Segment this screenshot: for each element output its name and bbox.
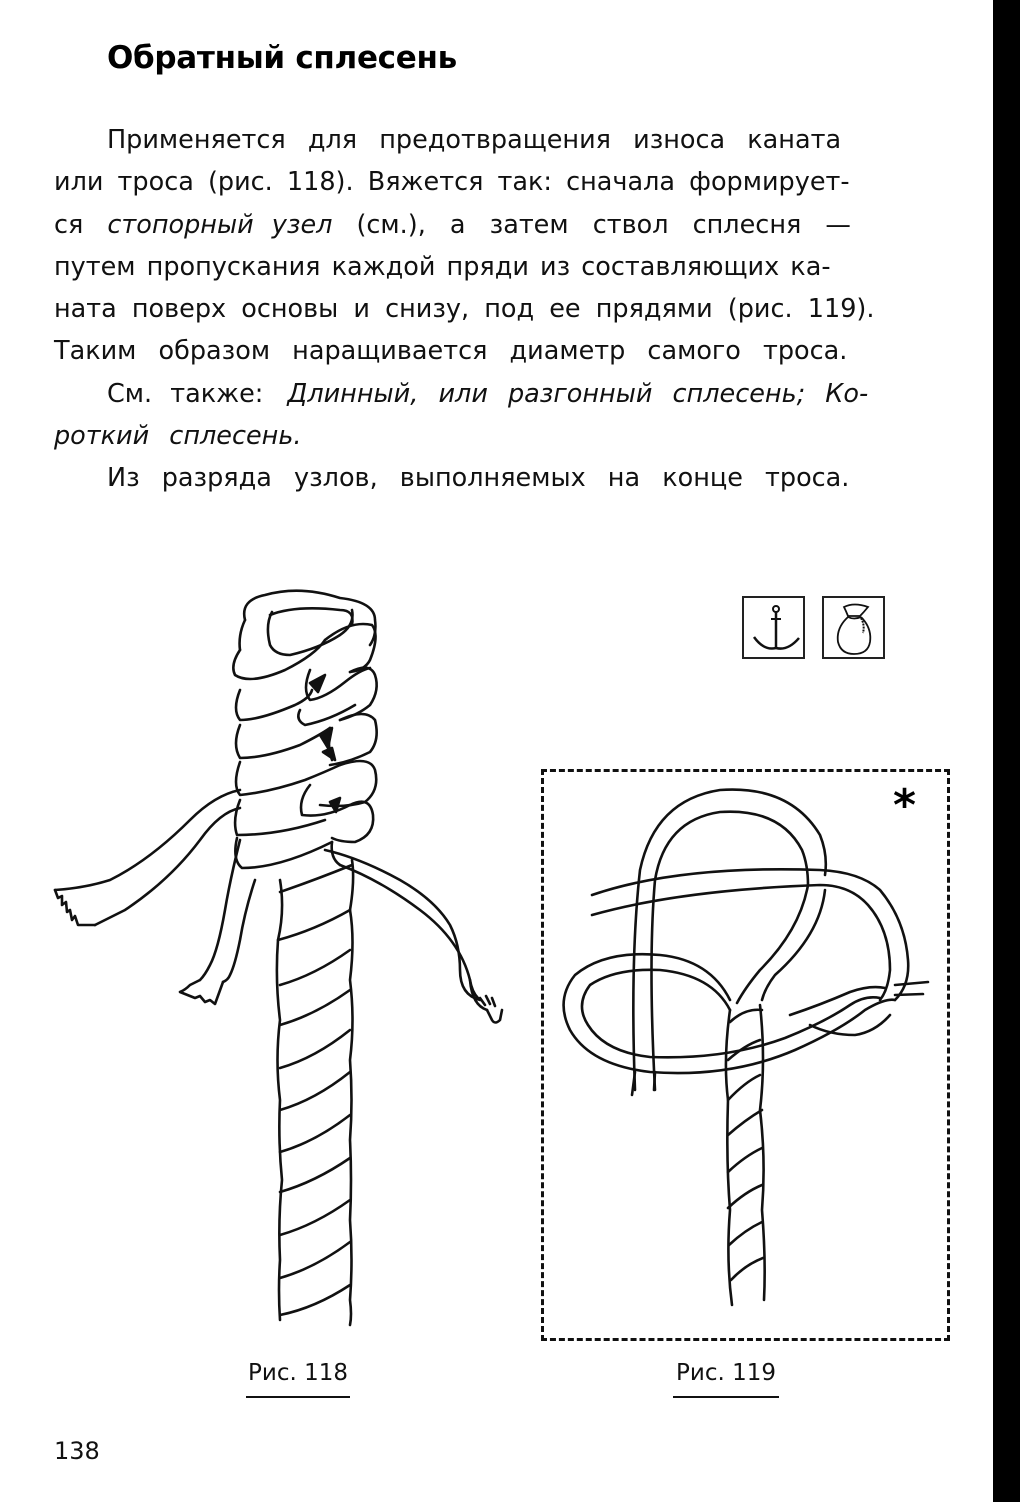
text-line: Из разряда узлов, выполняемых на конце троса. (107, 463, 850, 494)
see-also-link[interactable]: Длинный, или разгонный сплесень; Ко- (287, 378, 869, 409)
bag-icon-box (822, 596, 885, 659)
see-also-link-continued[interactable]: роткий сплесень. (54, 421, 302, 452)
article-body (54, 119, 954, 500)
caption-underline (246, 1396, 350, 1398)
text-line: или троса (рис. 118). Вяжется так: сначала формирует- (54, 167, 850, 198)
anchor-icon (744, 598, 803, 657)
figure-119-illustration (530, 760, 960, 1350)
anchor-icon-box (742, 596, 805, 659)
bag-icon (824, 598, 883, 657)
page-edge-scan-border (993, 0, 1020, 1502)
text-line: ся стопорный узел (см.), а затем ствол сплесня — (54, 204, 954, 246)
figure-118-illustration (40, 580, 520, 1340)
caption-underline (673, 1396, 779, 1398)
advanced-marker-asterisk: * (893, 780, 917, 831)
text-line: Применяется для предотвращения износа каната (107, 125, 842, 155)
text-line (54, 415, 954, 457)
figure-119-caption: Рис. 119 (673, 1360, 779, 1398)
page-title: Обратный сплесень (107, 40, 457, 76)
text-line: ната поверх основы и снизу, под ее прядями (рис. 119). (54, 294, 875, 325)
text-line: См. также: Длинный, или разгонный сплесень; Ко- (54, 373, 954, 415)
page-number: 138 (54, 1437, 100, 1465)
cross-reference-link[interactable]: стопорный узел (107, 209, 333, 240)
text-line: Таким образом наращивается диаметр самого троса. (54, 336, 848, 367)
figure-118-caption: Рис. 118 (246, 1360, 350, 1398)
text-line: путем пропускания каждой пряди из составляющих ка- (54, 251, 831, 282)
